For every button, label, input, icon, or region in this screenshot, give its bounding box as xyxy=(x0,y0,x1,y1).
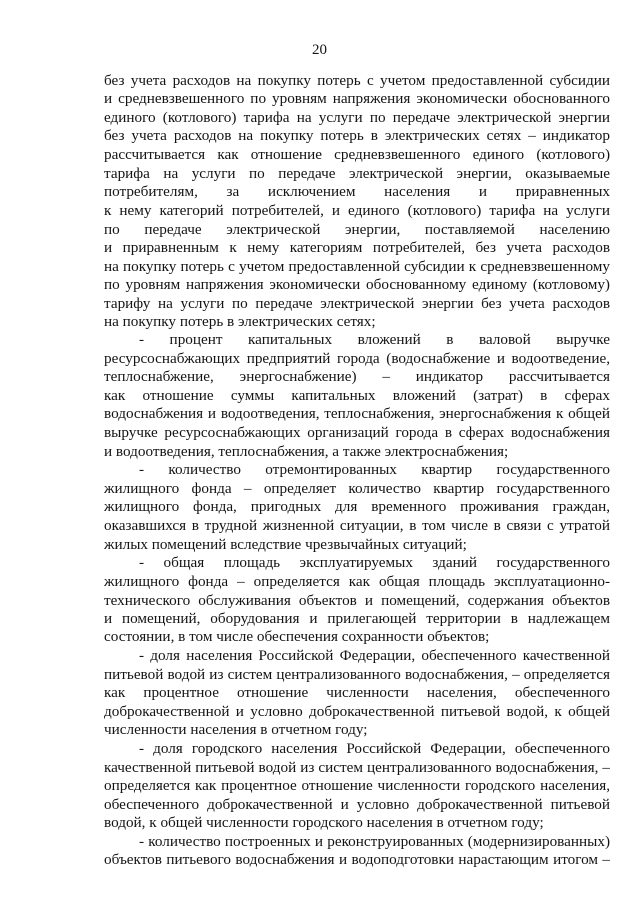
text-line: без учета расходов на покупку потерь с учетом предоставленной субсидии xyxy=(104,72,610,89)
page-number: 20 xyxy=(312,42,327,58)
text-line: ресурсоснабжающих предприятий города (водоснабжение и водоотведение, xyxy=(104,350,610,367)
text-line: тарифа на услуги по передаче электрической энергии, оказываемые xyxy=(104,165,610,182)
paragraph-first-line: - доля населения Российской Федерации, обеспеченного качественной xyxy=(139,647,610,664)
text-line: оказавшихся в трудной жизненной ситуации, в том числе в связи с утратой xyxy=(104,517,610,534)
text-line: объектов питьевого водоснабжения и водоподготовки нарастающим итогом – xyxy=(104,851,610,868)
text-line: и приравненным к нему категориям потребителей, без учета расходов xyxy=(104,239,610,256)
paragraph-first-line: - количество построенных и реконструированных (модернизированных) xyxy=(139,833,610,850)
text-line: технического обслуживания объектов и помещений, содержания объектов xyxy=(104,592,610,609)
paragraph-first-line: - процент капитальных вложений в валовой выручке xyxy=(139,331,610,348)
text-line: к нему категорий потребителей, и единого (котлового) тарифа на услуги xyxy=(104,202,610,219)
text-line: тарифу на услуги по передаче электрической энергии без учета расходов xyxy=(104,295,610,312)
text-line: без учета расходов на покупку потерь в электрических сетях – индикатор xyxy=(104,127,610,144)
text-line: численности населения в отчетном году; xyxy=(104,721,368,738)
text-line: качественной питьевой водой из систем централизованного водоснабжения, – xyxy=(104,759,610,776)
text-line: водоснабжения и водоотведения, теплоснабжения, энергоснабжения к общей xyxy=(104,405,610,422)
text-line: и помещений, оборудования и прилегающей территории в надлежащем xyxy=(104,610,610,627)
text-line: рассчитывается как отношение средневзвешенного единого (котлового) xyxy=(104,146,610,163)
paragraph-first-line: - доля городского населения Российской Федерации, обеспеченного xyxy=(139,740,610,757)
text-line: питьевой водой из систем централизованного водоснабжения, – определяется xyxy=(104,666,610,683)
text-line: жилищного фонда – определяет количество квартир государственного xyxy=(104,480,610,497)
text-line: как процентное отношение численности населения, обеспеченного xyxy=(104,684,610,701)
text-line: по уровням напряжения экономически обоснованному единому (котловому) xyxy=(104,276,610,293)
paragraph-first-line: - общая площадь эксплуатируемых зданий государственного xyxy=(139,554,610,571)
text-line: потребителям, за исключением населения и приравненных xyxy=(104,183,610,200)
text-line: жилищного фонда – определяется как общая площадь эксплуатационно- xyxy=(104,573,610,590)
text-line: жилищного фонда, пригодных для временного проживания граждан, xyxy=(104,498,610,515)
text-line: как отношение суммы капитальных вложений (затрат) в сферах xyxy=(104,387,610,404)
text-line: и средневзвешенного по уровням напряжения экономически обоснованного xyxy=(104,90,610,107)
text-line: обеспеченного доброкачественной и условно доброкачественной питьевой xyxy=(104,796,610,813)
text-line: на покупку потерь с учетом предоставленной субсидии к средневзвешенному xyxy=(104,258,610,275)
text-line: выручке ресурсоснабжающих организаций города в сферах водоснабжения xyxy=(104,424,610,441)
text-line: теплоснабжение, энергоснабжение) – индикатор рассчитывается xyxy=(104,368,610,385)
text-line: на покупку потерь в электрических сетях; xyxy=(104,313,376,330)
text-line: доброкачественной и условно доброкачественной питьевой водой, к общей xyxy=(104,703,610,720)
text-line: состоянии, в том числе обеспечения сохранности объектов; xyxy=(104,628,490,645)
text-line: и водоотведения, теплоснабжения, а также электроснабжения; xyxy=(104,443,509,460)
text-line: водой, к общей численности городского населения в отчетном году; xyxy=(104,814,544,831)
text-line: жилых помещений вследствие чрезвычайных ситуаций; xyxy=(104,536,467,553)
text-line: определяется как процентное отношение численности городского населения, xyxy=(104,777,610,794)
paragraph-first-line: - количество отремонтированных квартир государственного xyxy=(139,461,610,478)
text-line: по передаче электрической энергии, поставляемой населению xyxy=(104,221,610,238)
text-line: единого (котлового) тарифа на услуги по передаче электрической энергии xyxy=(104,109,610,126)
